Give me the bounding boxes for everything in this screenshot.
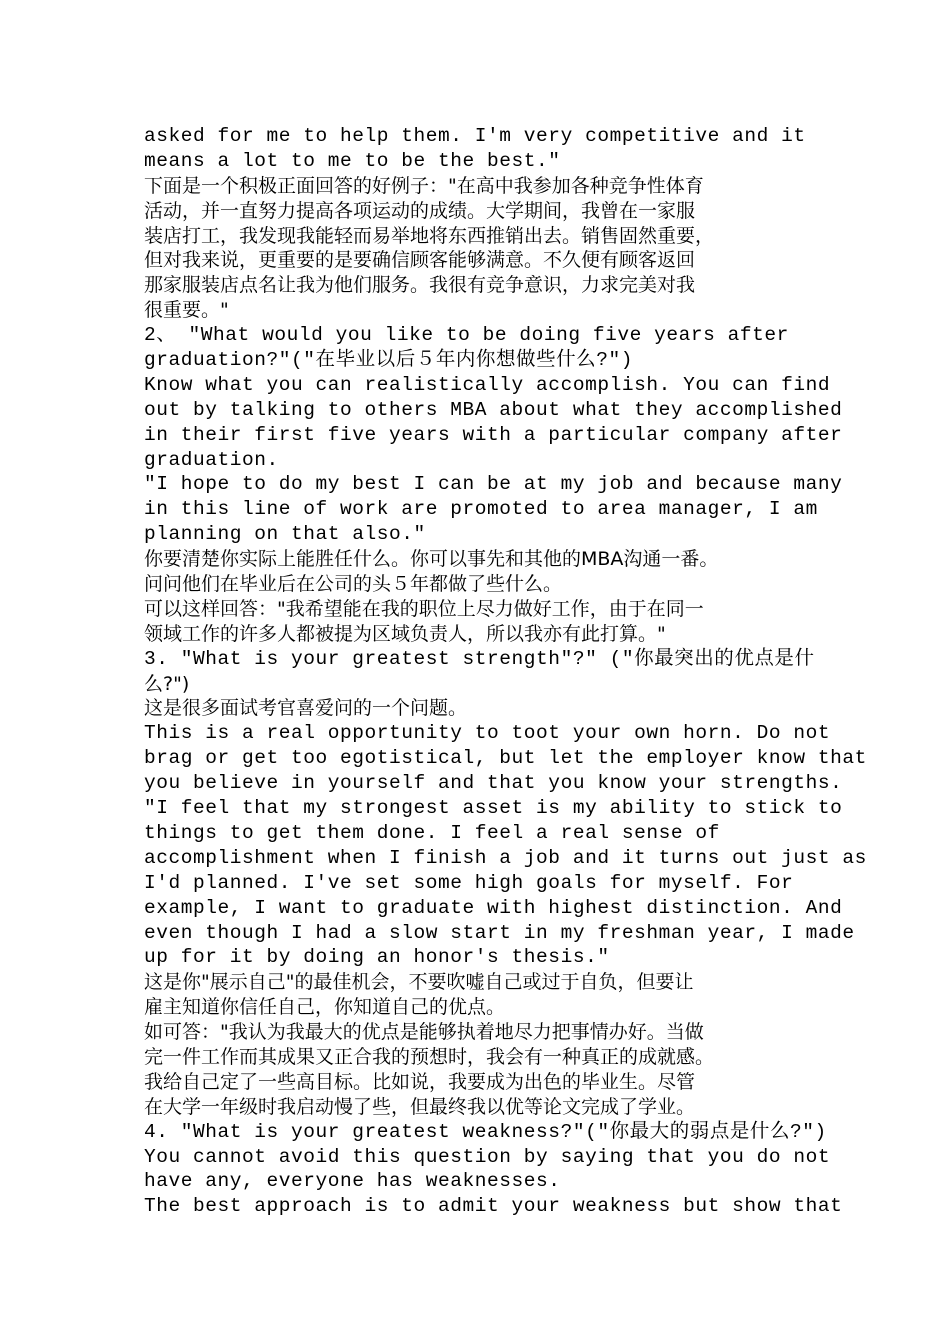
text-line: out by talking to others MBA about what they accomplished <box>144 398 843 421</box>
text-line: This is a real opportunity to toot your own horn. Do not <box>144 722 831 745</box>
text-line: you believe in yourself and that you know your strengths. <box>144 772 843 795</box>
text-line: things to get them done. I feel a real sense of <box>144 821 720 844</box>
text-line: 问问他们在毕业后在公司的头５年都做了些什么。 <box>144 573 563 596</box>
text-line: means a lot to me to be the best." <box>144 149 561 172</box>
text-line: 可以这样回答："我希望能在我的职位上尽力做好工作，由于在同一 <box>144 597 704 620</box>
text-line: I'd planned. I've set some high goals for myself. For <box>144 871 794 894</box>
text-line: 装店打工，我发现我能轻而易举地将东西推销出去。销售固然重要， <box>144 224 715 247</box>
text-line: planning on that also." <box>144 523 426 546</box>
text-line: up for it by doing an honor's thesis." <box>144 946 610 969</box>
document-page <box>144 124 867 1219</box>
text-line: The best approach is to admit your weakness but show that <box>144 1195 843 1218</box>
text-line: "I hope to do my best I can be at my job and because many <box>144 473 843 496</box>
text-line: example, I want to graduate with highest distinction. And <box>144 896 843 919</box>
text-line: 我给自己定了一些高目标。比如说，我要成为出色的毕业生。尽管 <box>144 1070 696 1093</box>
text-line: accomplishment when I finish a job and it turns out just as <box>144 846 867 869</box>
text-line: Know what you can realistically accomplish. You can find <box>144 373 831 396</box>
text-line: "I feel that my strongest asset is my ability to stick to <box>144 797 843 820</box>
text-line: 如可答："我认为我最大的优点是能够执着地尽力把事情办好。当做 <box>144 1021 704 1044</box>
text-line: in their first five years with a particular company after <box>144 423 843 446</box>
text-line: 这是你"展示自己"的最佳机会，不要吹嘘自己或过于自负，但要让 <box>144 971 694 994</box>
text-line: 但对我来说，更重要的是要确信顾客能够满意。不久便有顾客返回 <box>144 249 696 272</box>
text-line: graduation?"("在毕业以后５年内你想做些什么?") <box>144 349 633 372</box>
text-line: in this line of work are promoted to area manager, I am <box>144 498 818 521</box>
text-line: 活动，并一直努力提高各项运动的成绩。大学期间，我曾在一家服 <box>144 199 696 222</box>
text-line: graduation. <box>144 448 279 471</box>
text-line: have any, everyone has weaknesses. <box>144 1170 561 1193</box>
text-line: even though I had a slow start in my freshman year, I made <box>144 921 855 944</box>
text-line: 4. "What is your greatest weakness?"("你最大的弱点是什么?") <box>144 1120 827 1143</box>
text-line: 么?") <box>144 672 190 695</box>
text-line: You cannot avoid this question by saying that you do not <box>144 1145 831 1168</box>
text-line: 这是很多面试考官喜爱问的一个问题。 <box>144 697 468 720</box>
text-line: 你要清楚你实际上能胜任什么。你可以事先和其他的MBA沟通一番。 <box>144 548 719 571</box>
text-line: 下面是一个积极正面回答的好例子："在高中我参加各种竞争性体育 <box>144 174 704 197</box>
text-line: 完一件工作而其成果又正合我的预想时，我会有一种真正的成就感。 <box>144 1045 715 1068</box>
text-line: brag or get too egotistical, but let the employer know that <box>144 747 867 770</box>
text-line: 领域工作的许多人都被提为区域负责人，所以我亦有此打算。" <box>144 622 666 645</box>
text-line: 那家服装店点名让我为他们服务。我很有竞争意识，力求完美对我 <box>144 274 696 297</box>
text-line: asked for me to help them. I'm very competitive and it <box>144 125 806 147</box>
text-line: 3. "What is your greatest strength"?" ("你最突出的优点是什 <box>144 647 815 670</box>
text-line: 在大学一年级时我启动慢了些，但最终我以优等论文完成了学业。 <box>144 1095 696 1118</box>
text-line: 雇主知道你信任自己，你知道自己的优点。 <box>144 996 506 1019</box>
text-line: 2、 "What would you like to be doing five years after <box>144 324 789 347</box>
text-line: 很重要。" <box>144 299 229 322</box>
